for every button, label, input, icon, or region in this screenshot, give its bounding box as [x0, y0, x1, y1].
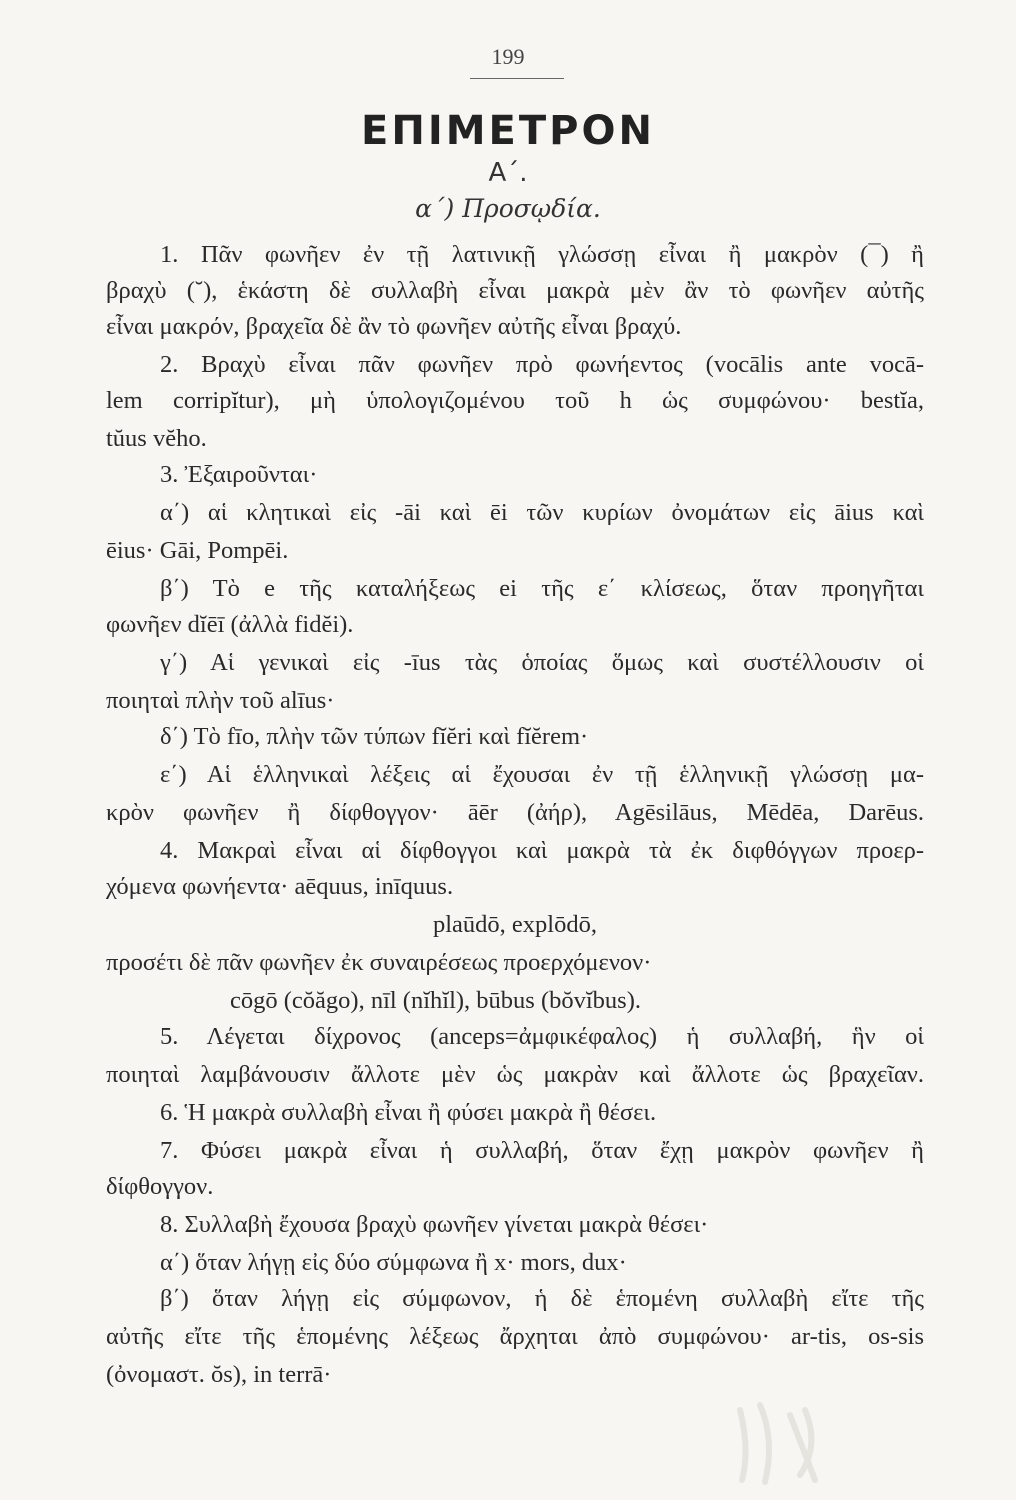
text-line: β΄) ὅταν λήγῃ εἰς σύμφωνον, ἡ δὲ ἑπομένη συλλαβὴ εἴτε τῆς	[160, 1285, 924, 1312]
text-line: βραχὺ (˘), ἑκάστη δὲ συλλαβὴ εἶναι μακρὰ μὲν ἂν τὸ φωνῆεν αὐτῆς	[106, 277, 924, 304]
text-line: ποιηταὶ πλὴν τοῦ alīus·	[106, 687, 335, 714]
text-line: δ΄) Τὸ fīo, πλὴν τῶν τύπων fĭĕri καὶ fĭĕrem·	[160, 723, 589, 750]
text-line: ποιηταὶ λαμβάνουσιν ἄλλοτε μὲν ὡς μακρὰν καὶ ἄλλοτε ὡς βραχεῖαν.	[106, 1061, 924, 1088]
text-line: 8. Συλλαβὴ ἔχουσα βραχὺ φωνῆεν γίνεται μακρὰ θέσει·	[160, 1211, 709, 1238]
text-line: προσέτι δὲ πᾶν φωνῆεν ἐκ συναιρέσεως προερχόμενον·	[106, 949, 652, 976]
text-line: α΄) ὅταν λήγῃ εἰς δύο σύμφωνα ἢ x· mors, dux·	[160, 1249, 627, 1276]
text-line: 4. Μακραὶ εἶναι αἱ δίφθογγοι καὶ μακρὰ τὰ ἐκ διφθόγγων προερ-	[160, 837, 924, 864]
text-line: δίφθογγον.	[106, 1173, 214, 1200]
text-line: 3. Ἐξαιροῦνται·	[160, 461, 318, 488]
text-line: plaūdō, explōdō,	[433, 911, 597, 938]
text-line: χόμενα φωνήεντα· aēquus, inīquus.	[106, 873, 454, 900]
text-line: 6. Ἡ μακρὰ συλλαβὴ εἶναι ἢ φύσει μακρὰ ἢ θέσει.	[160, 1099, 657, 1126]
faint-handwritten-mark	[720, 1390, 840, 1490]
section-heading: α΄) Προσῳδία.	[415, 194, 601, 223]
page-number: 199	[491, 44, 525, 69]
text-line: 1. Πᾶν φωνῆεν ἐν τῇ λατινικῇ γλώσσῃ εἶναι ἢ μακρὸν (¯) ἢ	[160, 241, 924, 268]
text-line: αὐτῆς εἴτε τῆς ἑπομένης λέξεως ἄρχηται ἀπὸ συμφώνου· ar-tis, os-sis	[106, 1323, 924, 1350]
main-title: ΕΠΙΜΕΤΡΟΝ	[361, 108, 655, 154]
text-line: cōgō (cŏăgo), nīl (nĭhĭl), būbus (bŏvĭbus).	[230, 987, 641, 1014]
text-line: (ὀνομαστ. ŏs), in terrā·	[106, 1361, 332, 1388]
text-line: εἶναι μακρόν, βραχεῖα δὲ ἂν τὸ φωνῆεν αὐτῆς εἶναι βραχύ.	[106, 313, 682, 340]
text-line: 7. Φύσει μακρὰ εἶναι ἡ συλλαβή, ὅταν ἔχῃ μακρὸν φωνῆεν ἢ	[160, 1137, 924, 1164]
page-number-rule	[470, 78, 564, 79]
text-line: 5. Λέγεται δίχρονος (anceps=ἀμφικέφαλος) ἡ συλλαβή, ἣν οἱ	[160, 1023, 924, 1050]
text-line: lem corripĭtur), μὴ ὑπολογιζομένου τοῦ h ὡς συμφώνου· bestĭa,	[106, 387, 924, 414]
text-line: ε΄) Αἱ ἑλληνικαὶ λέξεις αἱ ἔχουσαι ἐν τῇ ἑλληνικῇ γλώσσῃ μα-	[160, 761, 924, 788]
text-line: γ΄) Αἱ γενικαὶ εἰς -īus τὰς ὁποίας ὅμως καὶ συστέλλουσιν οἱ	[160, 649, 924, 676]
text-line: tŭus vĕho.	[106, 425, 207, 452]
text-line: ēius· Gāi, Pompēi.	[106, 537, 289, 564]
text-line: α΄) αἱ κλητικαὶ εἰς -āi καὶ ēi τῶν κυρίων ὀνομάτων εἰς āius καὶ	[160, 499, 924, 526]
text-line: 2. Βραχὺ εἶναι πᾶν φωνῆεν πρὸ φωνήεντος (vocālis ante vocā-	[160, 351, 924, 378]
subtitle: Α΄.	[488, 158, 528, 188]
text-line: κρὸν φωνῆεν ἢ δίφθογγον· āēr (ἀήρ), Agēsilāus, Mēdēa, Darēus.	[106, 799, 924, 826]
text-line: β΄) Τὸ e τῆς καταλήξεως ei τῆς ε΄ κλίσεως, ὅταν προηγῆται	[160, 575, 924, 602]
text-line: φωνῆεν dĭēī (ἀλλὰ fidĕi).	[106, 611, 354, 638]
